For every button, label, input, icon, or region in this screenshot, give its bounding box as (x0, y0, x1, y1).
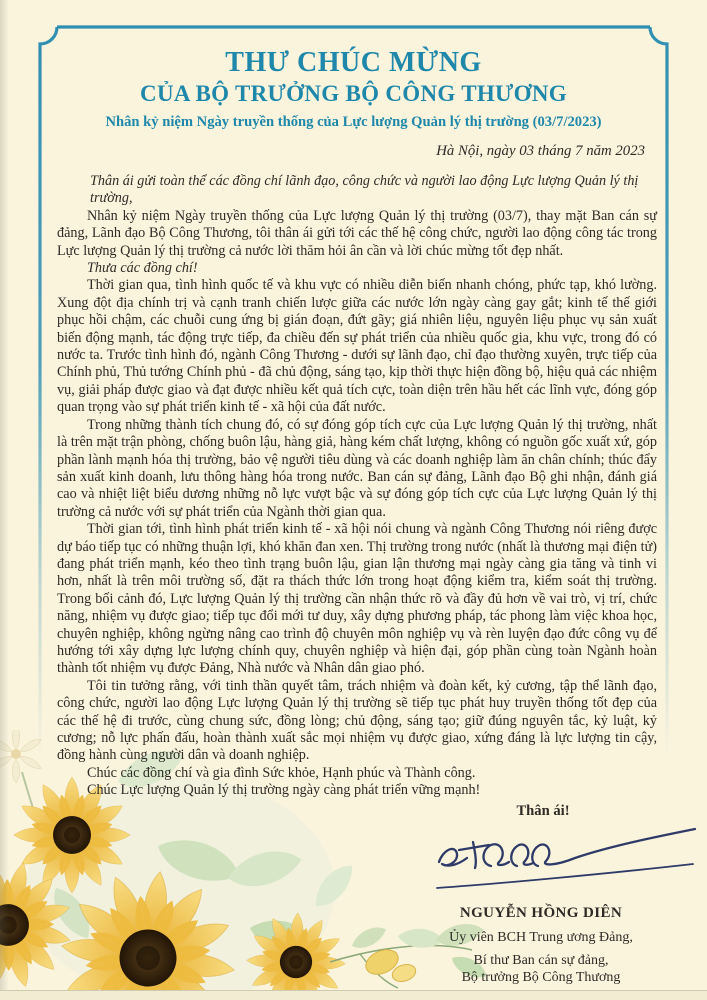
letter-occasion-subtitle: Nhân kỷ niệm Ngày truyền thống của Lực lượng Quản lý thị trường (03/7/2023) (105, 114, 602, 130)
letter-body (57, 173, 657, 800)
letter-title-sender: CỦA BỘ TRƯỞNG BỘ CÔNG THƯƠNG (140, 81, 567, 106)
signer-name: NGUYỄN HỒNG DIÊN (459, 904, 623, 921)
paragraph: Nhân kỷ niệm Ngày truyền thống của Lực lượng Quản lý thị trường (03/7), thay mặt Ban cán sự đảng, Lãnh đạo Bộ Công Thương, tôi thân ái gửi tới các thế hệ công chức, người lao động công tác trong Lực lượng Quản lý thị trường cả nước lời thăm hỏi ân cần và lời chúc mừng tốt đẹp nhất. (57, 207, 657, 259)
signer-title-minister: Bộ trưởng Bộ Công Thương (461, 969, 621, 985)
closing-salutation: Thân ái! (516, 802, 570, 819)
signer-title-party: Ủy viên BCH Trung ương Đảng, (449, 929, 633, 945)
paragraph: Trong những thành tích chung đó, có sự đóng góp tích cực của Lực lượng Quản lý thị trường, nhất là trên mặt trận phòng, chống buôn lậu, hàng giả, hàng kém chất lượng, không có nguồn gốc xuất xứ, góp phần lành mạnh hóa thị trường, bảo vệ người tiêu dùng và các doanh nghiệp làm ăn chân chính; thúc đẩy sản xuất kinh doanh, lưu thông hàng hóa trong nước. Ban cán sự đảng, Lãnh đạo Bộ ghi nhận, đánh giá cao và nhiệt liệt biểu dương những nỗ lực vượt bậc và sự đóng góp tích cực của Lực lượng Quản lý thị trường cả nước với sự phát triển của Ngành thời gian qua. (57, 416, 657, 520)
signature-block (0, 803, 707, 986)
signer-identity (416, 905, 666, 986)
handwritten-signature (425, 824, 705, 899)
signer-title-secretary: Bí thư Ban cán sự đảng, (473, 952, 609, 968)
place-dateline: Hà Nội, ngày 03 tháng 7 năm 2023 (436, 143, 645, 159)
wish-line: Chúc Lực lượng Quản lý thị trường ngày càng phát triển vững mạnh! (87, 782, 481, 799)
paragraph: Tôi tin tưởng rằng, với tinh thần quyết tâm, trách nhiệm và đoàn kết, kỷ cương, tập thể lãnh đạo, công chức, người lao động Lực lượng Quản lý thị trường sẽ tiếp tục phát huy truyền thống tốt đẹp của các thế hệ đi trước, cùng chung sức, đồng lòng; chủ động, sáng tạo; giữ đúng nguyên tắc, kỷ luật, kỷ cương; nỗ lực phấn đấu, hoàn thành xuất sắc mọi nhiệm vụ được giao, xứng đáng là lực lượng tin cậy, đồng hành cùng người dân và doanh nghiệp. (57, 677, 657, 764)
paragraph: Thời gian qua, tình hình quốc tế và khu vực có nhiều diễn biến nhanh chóng, phức tạp, khó lường. Xung đột địa chính trị và cạnh tranh chiến lược giữa các nước lớn ngày càng gay gắt; kinh tế thế giới phục hồi chậm, các chuỗi cung ứng bị gián đoạn, đứt gãy; giá nhiên liệu, nguyên liệu phục vụ sản xuất biến động mạnh, tác động trực tiếp, đa chiều đến sự phát triển của nhiều quốc gia, khu vực, trong đó có nước ta. Trước tình hình đó, ngành Công Thương - dưới sự lãnh đạo, chỉ đạo thường xuyên, trực tiếp của Chính phủ, Thủ tướng Chính phủ - đã chủ động, sáng tạo, kịp thời thực hiện đồng bộ, hiệu quả các nhiệm vụ, giải pháp được giao và đạt được nhiều kết quả tích cực, toàn diện trên hầu hết các lĩnh vực, đóng góp quan trọng vào sự phát triển kinh tế - xã hội của đất nước. (57, 277, 657, 416)
address-line: Thưa các đồng chí! (87, 260, 198, 277)
letter-title: THƯ CHÚC MỪNG (225, 47, 482, 78)
salutation: Thân ái gửi toàn thể các đồng chí lãnh đạo, công chức và người lao động Lực lượng Quản lý thị trường, (90, 173, 639, 207)
wish-line: Chúc các đồng chí và gia đình Sức khỏe, Hạnh phúc và Thành công. (87, 764, 476, 781)
paragraph: Thời gian tới, tình hình phát triển kinh tế - xã hội nói chung và ngành Công Thương nói riêng được dự báo tiếp tục có những thuận lợi, khó khăn đan xen. Thị trường trong nước (nhất là thương mại điện tử) đang phát triển mạnh, kéo theo tình trạng buôn lậu, gian lận thương mại ngày càng gia tăng và tinh vi hơn, nhất là trên môi trường số, đặt ra thách thức lớn trong hoạt động kiểm tra, kiểm soát thị trường. Trong bối cảnh đó, Lực lượng Quản lý thị trường cần nhận thức rõ và đầy đủ hơn về vai trò, vị trí, chức năng, nhiệm vụ được giao; tiếp tục đổi mới tư duy, xây dựng phương pháp, tác phong làm việc khoa học, chuyên nghiệp, không ngừng nâng cao trình độ chuyên môn nghiệp vụ và rèn luyện đạo đức công vụ để hướng tới xây dựng lực lượng chính quy, chuyên nghiệp và hiện đại, góp phần cùng toàn Ngành hoàn thành tốt nhiệm vụ được Đảng, Nhà nước và Nhân dân giao phó. (57, 521, 657, 677)
letter-header (0, 0, 707, 131)
